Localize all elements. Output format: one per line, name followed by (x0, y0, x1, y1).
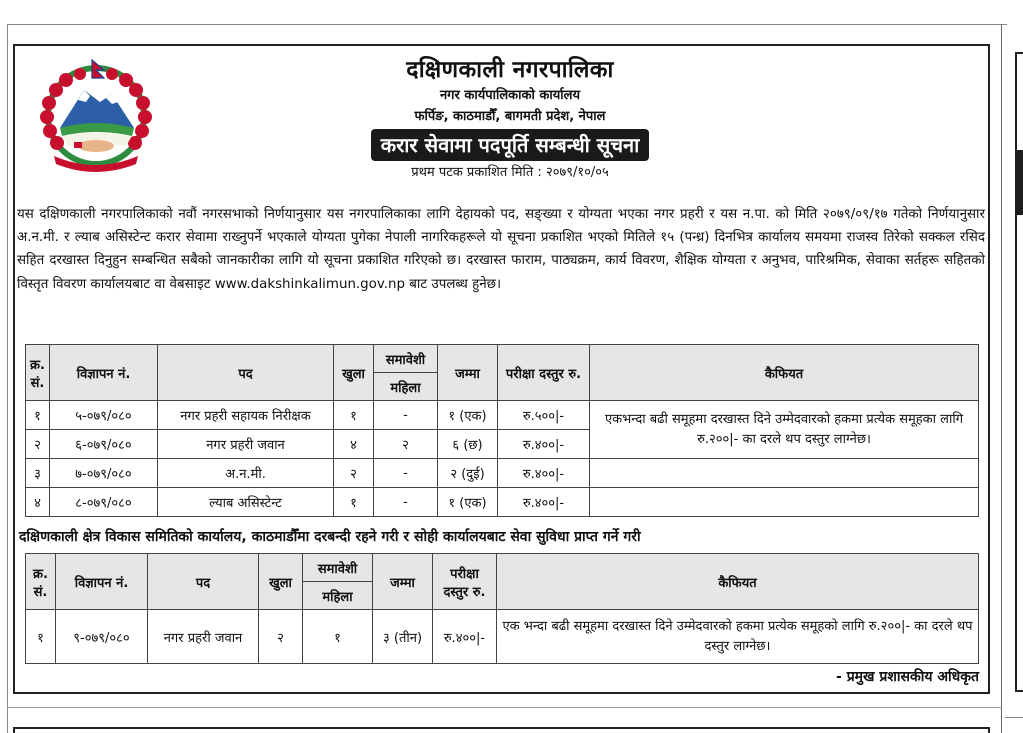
section2-title: दक्षिणकाली क्षेत्र विकास समितिको कार्यालय, काठमाडौँमा दरबन्दी रहने गरी र सोही कार्यालयबाट सेवा सुविधा प्राप्त गर्ने गरी (19, 529, 641, 545)
signatory: - प्रमुख प्रशासकीय अधिकृत (836, 669, 979, 685)
flag-icon (92, 60, 104, 78)
header-fee: परीक्षा दस्तुर रु. (433, 554, 497, 610)
header-open: खुला (334, 345, 374, 401)
cell-total: २ (दुई) (438, 459, 498, 488)
cell-ad-no: ५-०७९/०८० (50, 401, 158, 430)
adjacent-notice-banner-edge (1015, 150, 1023, 215)
header-inclusive: समावेशी (303, 554, 373, 582)
header-women: महिला (374, 373, 438, 401)
cell-fee: रु.५००|- (498, 401, 590, 430)
header-ad-no: विज्ञापन नं. (50, 345, 158, 401)
cell-remarks: एक भन्दा बढी समूहमा दरखास्त दिने उम्मेदवारको हकमा प्रत्येक समूहको लागि रु.२००|- का दरले थप दस्तुर लाग्नेछ। (497, 610, 979, 664)
notice-body: यस दक्षिणकाली नगरपालिकाको नवौं नगरसभाको निर्णयानुसार यस नगरपालिकाका लागि देहायको पद, सङ्ख्या र योग्यता भएका नगर प्रहरी र यस न.पा. को मिति २०७९/०९/१७ गतेको निर्णयानुसार अ.न.मी. र ल्याब असिस्टेन्ट करार सेवामा राख्नुपर्ने भएकाले योग्यता पुगेका नेपाली नागरिकहरूले यो सूचना प्रकाशित भएको मितिले १५ (पन्ध्र) दिनभित्र कार्यालय समयमा राजस्व तिरेको सक्कल रसिद सहित दरखास्त दिनुहुन सम्बन्धित सबैको जानकारीका लागि यो सूचना प्रकाशित गरिएको छ। दरखास्त फाराम, पाठ्यक्रम, कार्य विवरण, शैक्षिक योग्यता र अनुभव, पारिश्रमिक, सेवाका सर्तहरू सहितको विस्तृत विवरण कार्यालयबाट वा वेबसाइट www.dakshinkalimun.gov.np बाट उपलब्ध हुनेछ। (17, 207, 985, 292)
office-name: नगर कार्यपालिकाको कार्यालय (439, 88, 581, 103)
table-row (26, 488, 979, 517)
cell-total: १ (एक) (438, 401, 498, 430)
cell-ad-no: ६-०७९/०८० (50, 430, 158, 459)
row-divider (7, 707, 1002, 708)
publication-date-label: प्रथम पटक प्रकाशित मिति : (411, 165, 542, 180)
cell-post: अ.न.मी. (158, 459, 334, 488)
cell-ad-no: ८-०७९/०८० (50, 488, 158, 517)
cell-post: नगर प्रहरी जवान (158, 430, 334, 459)
header-post: पद (148, 554, 259, 610)
cell-post: नगर प्रहरी सहायक निरीक्षक (158, 401, 334, 430)
cell-open: २ (259, 610, 303, 664)
cell-fee: रु.४००|- (433, 610, 497, 664)
cell-total: १ (एक) (438, 488, 498, 517)
table-row (26, 459, 979, 488)
cell-total: ३ (तीन) (373, 610, 433, 664)
cell-remarks-empty (590, 459, 979, 488)
cell-fee: रु.४००|- (498, 488, 590, 517)
cell-post: नगर प्रहरी जवान (148, 610, 259, 664)
cell-sn: ४ (26, 488, 50, 517)
cell-sn: १ (26, 610, 56, 664)
cell-ad-no: ९-०७९/०८० (56, 610, 148, 664)
cell-women: १ (303, 610, 373, 664)
cell-women: २ (374, 430, 438, 459)
cell-sn: २ (26, 430, 50, 459)
cell-ad-no: ७-०७९/०८० (50, 459, 158, 488)
cell-fee: रु.४००|- (498, 430, 590, 459)
cell-sn: १ (26, 401, 50, 430)
next-notice-edge (13, 727, 990, 733)
cell-fee: रु.४००|- (498, 459, 590, 488)
header-open: खुला (259, 554, 303, 610)
adjacent-divider (1005, 717, 1023, 718)
cell-total: ६ (छ) (438, 430, 498, 459)
cell-open: २ (334, 459, 374, 488)
mountain-icon (60, 90, 134, 146)
cell-remarks-empty (590, 488, 979, 517)
header-total: जम्मा (373, 554, 433, 610)
cell-remarks: एकभन्दा बढी समूहमा दरखास्त दिने उम्मेदवारको हकमा प्रत्येक समूहका लागि रु.२००|- का दरले थप दस्तुर लाग्नेछ। (590, 401, 979, 459)
header-total: जम्मा (438, 345, 498, 401)
header-remarks: कैफियत (590, 345, 979, 401)
nepal-government-emblem-icon (26, 58, 166, 176)
cell-women: - (374, 401, 438, 430)
cell-open: ४ (334, 430, 374, 459)
cell-open: १ (334, 401, 374, 430)
notice-title: करार सेवामा पदपूर्ति सम्बन्धी सूचना (371, 129, 650, 161)
header-sn: क्र. सं. (26, 345, 50, 401)
header-fee: परीक्षा दस्तुर रु. (498, 345, 590, 401)
notice-header (300, 55, 720, 185)
vacancy-table (25, 344, 979, 517)
table-row (26, 610, 979, 664)
cell-open: १ (334, 488, 374, 517)
header-women: महिला (303, 582, 373, 610)
cell-women: - (374, 459, 438, 488)
office-address: फर्पिङ, काठमाडौँ, बागमती प्रदेश, नेपाल (414, 109, 606, 124)
cell-women: - (374, 488, 438, 517)
org-name: दक्षिणकाली नगरपालिका (406, 57, 614, 83)
cell-sn: ३ (26, 459, 50, 488)
header-ad-no: विज्ञापन नं. (56, 554, 148, 610)
header-inclusive: समावेशी (374, 345, 438, 373)
publication-date (300, 161, 720, 185)
header-remarks: कैफियत (497, 554, 979, 610)
header-sn: क्र. सं. (26, 554, 56, 610)
column-divider (1001, 24, 1002, 733)
vacancy-table-2 (25, 553, 979, 664)
header-post: पद (158, 345, 334, 401)
cell-post: ल्याब असिस्टेन्ट (158, 488, 334, 517)
table-row (26, 401, 979, 430)
publication-date-value: २०७९/१०/०५ (545, 165, 609, 180)
adjacent-notice-edge (1015, 52, 1023, 692)
